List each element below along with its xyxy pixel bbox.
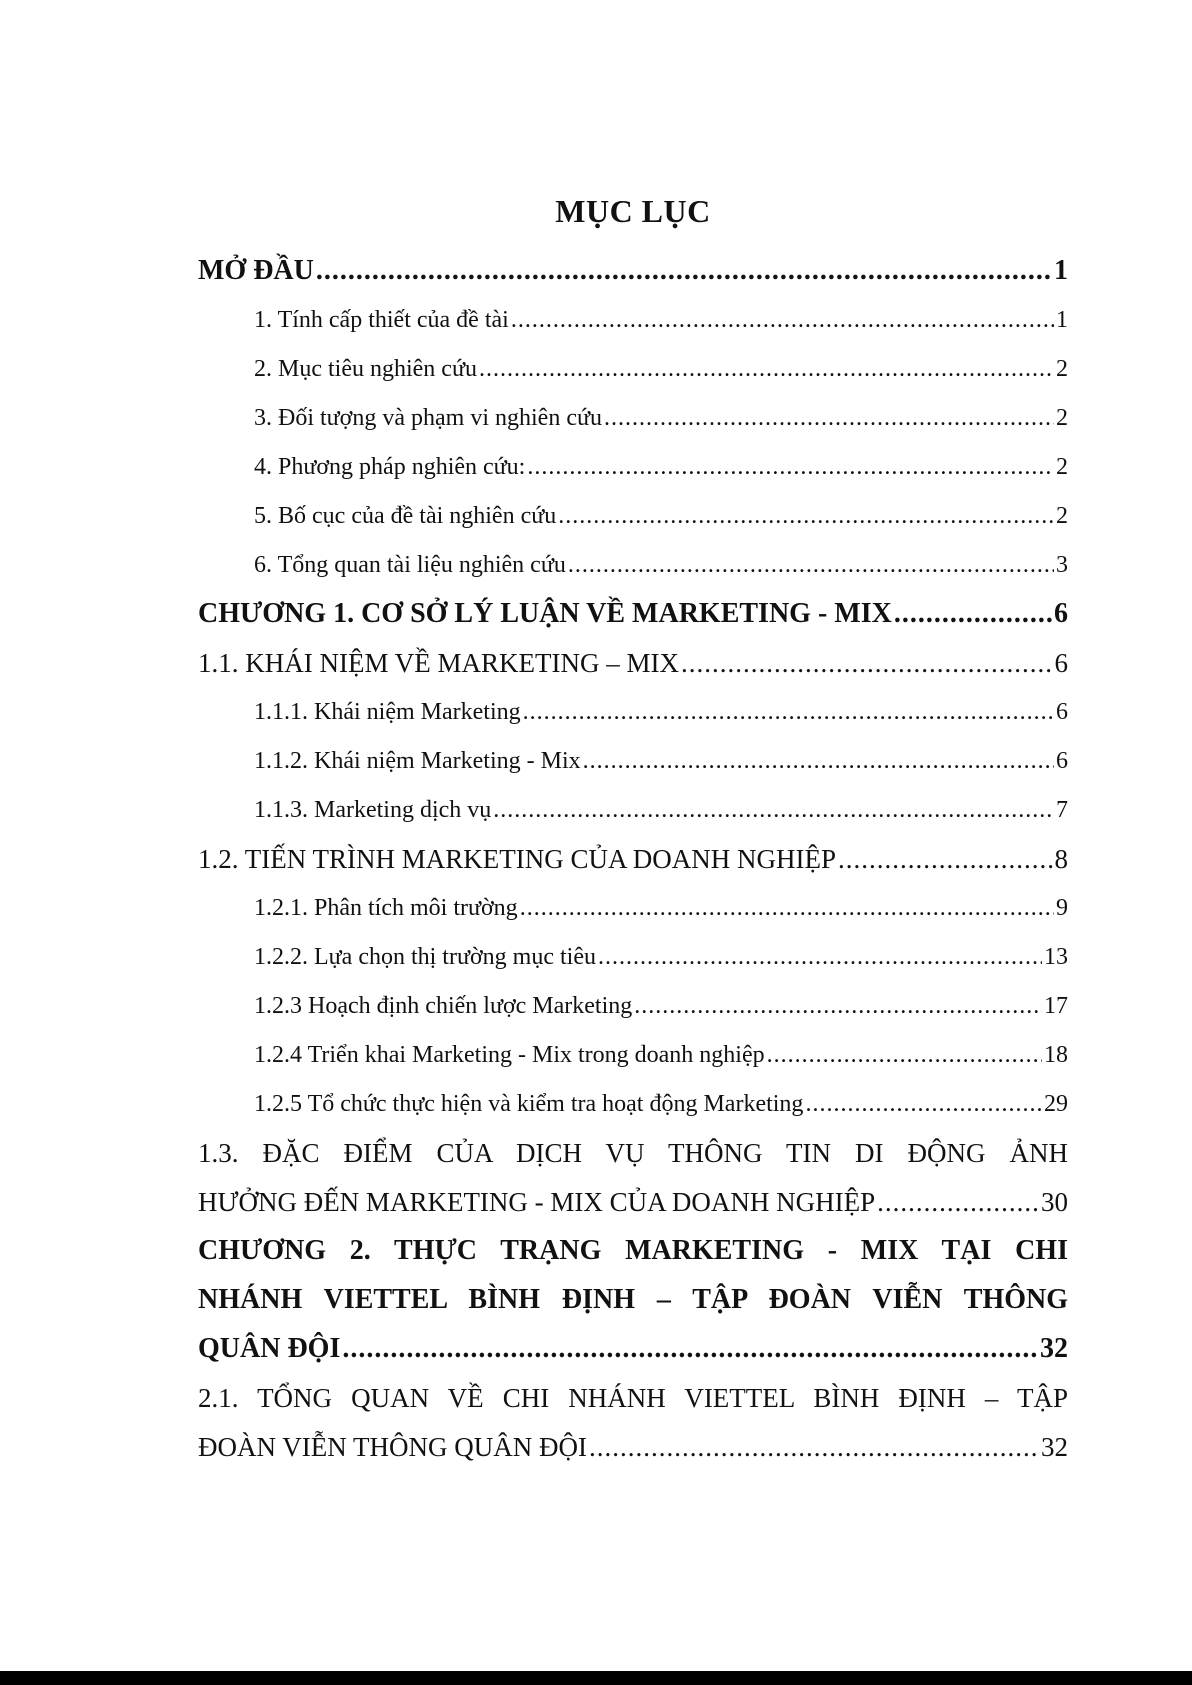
toc-entry-label: ĐOÀN VIỄN THÔNG QUÂN ĐỘI [198, 1432, 587, 1462]
toc-entry-label: 1.1.3. Marketing dịch vụ [254, 797, 492, 823]
toc-entry-page: 2 [1056, 454, 1068, 480]
toc-entry[interactable] [198, 932, 1068, 981]
dot-leader [805, 1079, 1042, 1129]
toc-entry [198, 1324, 1068, 1373]
toc-entry-label: 1.1.1. Khái niệm Marketing [254, 699, 521, 725]
dot-leader [634, 981, 1042, 1031]
toc-entry-label-line: 1.3. ĐẶC ĐIỂM CỦA DỊCH VỤ THÔNG TIN DI ĐỘNG ẢNH [198, 1138, 1068, 1168]
toc-entry-page: 32 [1041, 1432, 1068, 1462]
toc-entry-page: 29 [1044, 1091, 1068, 1117]
dot-leader [342, 1324, 1038, 1374]
toc-entry-page: 8 [1054, 844, 1068, 874]
toc-entry[interactable] [198, 344, 1068, 393]
toc-entry[interactable] [198, 393, 1068, 442]
toc-entry[interactable] [198, 736, 1068, 785]
toc-entry-label: 1.2. TIẾN TRÌNH MARKETING CỦA DOANH NGHIỆP [198, 844, 836, 874]
toc-entry[interactable] [198, 589, 1068, 638]
toc-entry[interactable] [198, 442, 1068, 491]
toc-entry-label: 2. Mục tiêu nghiên cứu [254, 356, 477, 382]
toc-entry [198, 1177, 1068, 1226]
toc-entry-label: 1.2.1. Phân tích môi trường [254, 895, 518, 921]
dot-leader [604, 393, 1054, 443]
toc-entry[interactable] [198, 1030, 1068, 1079]
toc-entry-page: 2 [1056, 503, 1068, 529]
toc-entry-label: QUÂN ĐỘI [198, 1333, 341, 1364]
toc-entry-label: 1.2.3 Hoạch định chiến lược Marketing [254, 993, 633, 1019]
toc-entry-multiline[interactable] [198, 1373, 1068, 1471]
toc-entry-page: 7 [1056, 797, 1068, 823]
dot-leader [877, 1177, 1039, 1227]
toc-entry-label: 1.2.5 Tổ chức thực hiện và kiểm tra hoạt động Marketing [254, 1091, 804, 1117]
dot-leader [479, 344, 1054, 394]
toc-entry-page: 18 [1044, 1042, 1068, 1068]
toc-entry-page: 3 [1056, 552, 1068, 578]
toc-entry-page: 6 [1056, 699, 1068, 725]
toc-entry-page: 6 [1054, 598, 1068, 629]
toc-entry-label: 1.1.2. Khái niệm Marketing - Mix [254, 748, 581, 774]
toc-entry[interactable] [198, 1079, 1068, 1128]
toc-entry[interactable] [198, 246, 1068, 295]
table-of-contents [198, 246, 1068, 1471]
toc-entry[interactable] [198, 981, 1068, 1030]
dot-leader [894, 589, 1052, 639]
toc-entry-label: 1.1. KHÁI NIỆM VỀ MARKETING – MIX [198, 648, 679, 678]
toc-entry-label: HƯỞNG ĐẾN MARKETING - MIX CỦA DOANH NGHIỆP [198, 1187, 876, 1217]
toc-entry-label: 1. Tính cấp thiết của đề tài [254, 307, 509, 333]
toc-entry-page: 1 [1056, 307, 1068, 333]
dot-leader [523, 687, 1054, 737]
toc-entry-page: 9 [1056, 895, 1068, 921]
dot-leader [838, 834, 1053, 884]
toc-entry-label: 1.2.2. Lựa chọn thị trường mục tiêu [254, 944, 596, 970]
toc-entry-label: 3. Đối tượng và phạm vi nghiên cứu [254, 405, 602, 431]
toc-entry-page: 2 [1056, 405, 1068, 431]
toc-entry[interactable] [198, 295, 1068, 344]
toc-entry-page: 17 [1044, 993, 1068, 1019]
toc-title: MỤC LỤC [555, 193, 711, 229]
dot-leader [493, 785, 1054, 835]
toc-entry-label-line: 2.1. TỔNG QUAN VỀ CHI NHÁNH VIETTEL BÌNH ĐỊNH – TẬP [198, 1383, 1068, 1413]
dot-leader [316, 246, 1052, 296]
toc-entry-label: 4. Phương pháp nghiên cứu: [254, 454, 526, 480]
dot-leader [583, 736, 1054, 786]
toc-entry [198, 1422, 1068, 1471]
toc-entry-page: 32 [1040, 1333, 1068, 1364]
toc-entry[interactable] [198, 638, 1068, 687]
dot-leader [589, 1422, 1039, 1472]
toc-entry-page: 30 [1041, 1187, 1068, 1217]
toc-entry[interactable] [198, 491, 1068, 540]
toc-entry-label: 5. Bố cục của đề tài nghiên cứu [254, 503, 557, 529]
toc-entry-label-line: NHÁNH VIETTEL BÌNH ĐỊNH – TẬP ĐOÀN VIỄN THÔNG [198, 1284, 1068, 1315]
toc-entry-label: 1.2.4 Triển khai Marketing - Mix trong doanh nghiệp [254, 1042, 765, 1068]
toc-entry[interactable] [198, 785, 1068, 834]
toc-entry-page: 2 [1056, 356, 1068, 382]
toc-entry[interactable] [198, 883, 1068, 932]
toc-entry-page: 6 [1056, 748, 1068, 774]
toc-entry-page: 13 [1044, 944, 1068, 970]
toc-entry-label: 6. Tổng quan tài liệu nghiên cứu [254, 552, 566, 578]
dot-leader [527, 442, 1054, 492]
dot-leader [511, 295, 1054, 345]
dot-leader [520, 883, 1054, 933]
dot-leader [558, 491, 1054, 541]
toc-entry-label: MỞ ĐẦU [198, 255, 314, 286]
dot-leader [681, 638, 1053, 688]
toc-entry[interactable] [198, 540, 1068, 589]
toc-entry-label: CHƯƠNG 1. CƠ SỞ LÝ LUẬN VỀ MARKETING - MIX [198, 598, 892, 629]
toc-entry-multiline[interactable] [198, 1128, 1068, 1226]
dot-leader [767, 1030, 1042, 1080]
toc-entry-multiline[interactable] [198, 1226, 1068, 1373]
toc-entry[interactable] [198, 687, 1068, 736]
toc-entry-page: 1 [1054, 255, 1068, 286]
dot-leader [598, 932, 1042, 982]
bottom-border [0, 1671, 1192, 1685]
toc-entry-label-line: CHƯƠNG 2. THỰC TRẠNG MARKETING - MIX TẠI CHI [198, 1235, 1068, 1266]
toc-entry-page: 6 [1054, 648, 1068, 678]
dot-leader [568, 540, 1054, 590]
toc-entry[interactable] [198, 834, 1068, 883]
